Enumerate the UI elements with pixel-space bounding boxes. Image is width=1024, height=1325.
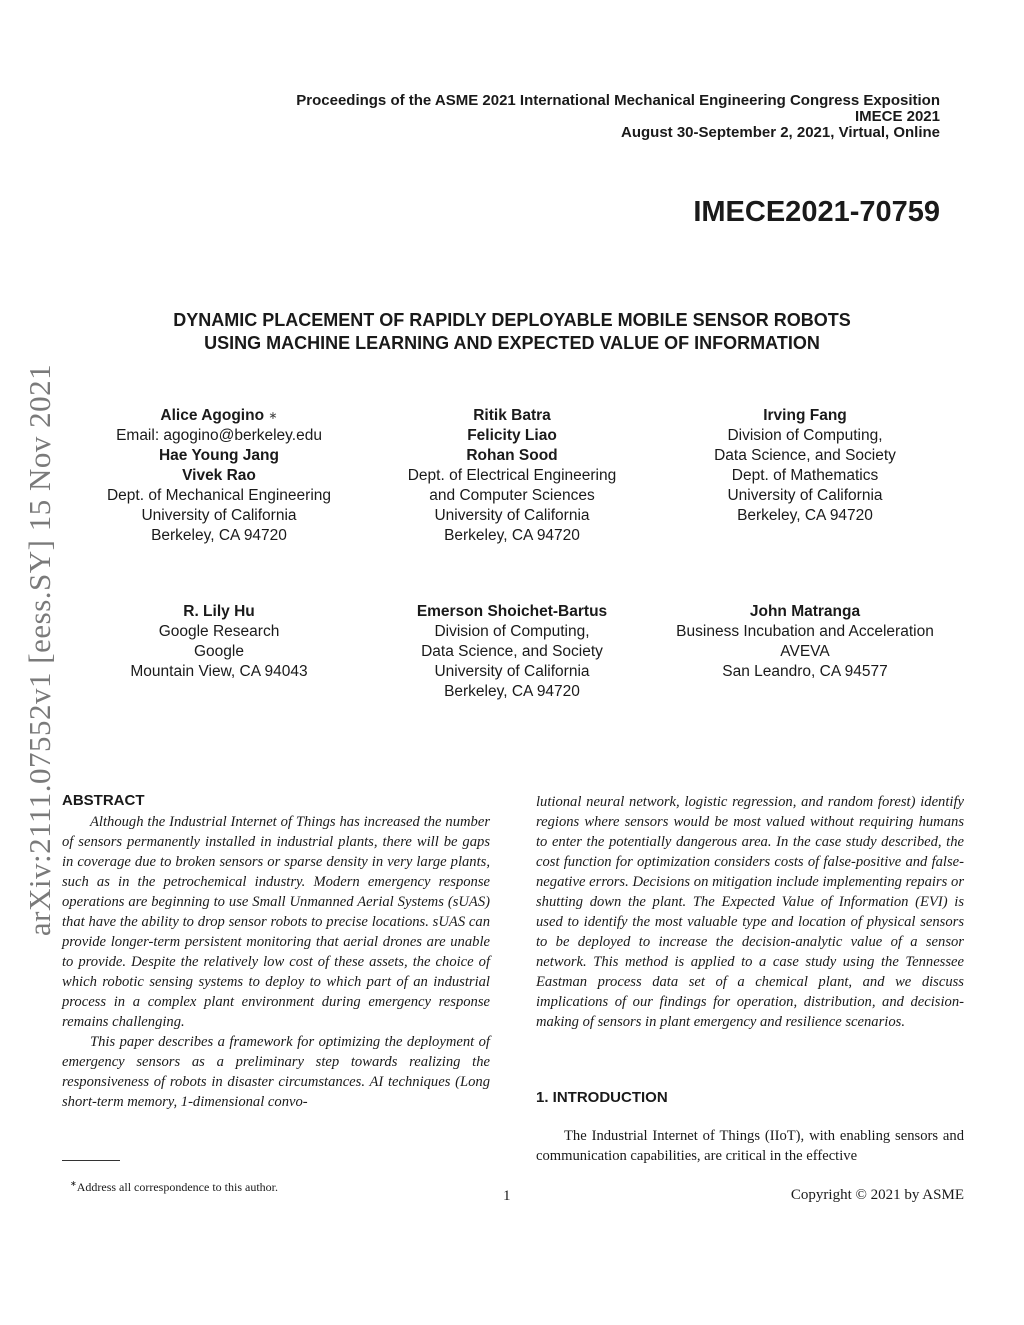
author-affiliation: Division of Computing, (727, 427, 883, 444)
author-name: Ritik Batra (473, 407, 551, 424)
author-affiliation: Google Research (158, 623, 280, 640)
author-block-3 (648, 406, 962, 526)
author-affiliation: Dept. of Electrical Engineering (407, 467, 617, 484)
abstract-right-column (536, 792, 964, 1032)
author-affiliation: Dept. of Mechanical Engineering (106, 487, 332, 504)
conference-dates: August 30-September 2, 2021, Virtual, Online (621, 124, 940, 141)
introduction-text (536, 1126, 964, 1166)
author-name: Hae Young Jang (158, 447, 279, 464)
author-affiliation: University of California (434, 507, 590, 524)
abstract-paragraph: lutional neural network, logistic regression, and random forest) identify regions where sensors would be most valued without requiring humans to enter the potentially dangerous area. In the case study described, the cost function for optimization considers costs of false-positive and false-negative errors. Decisions on mitigation include implementing repairs or shutting down the plant. The Expected Value of Information (EVI) is used to identify the most valuable type and location of physical sensors to be deployed to increase the decision-analytic value of a sensor network. This method is applied to a case study using the Tennessee Eastman process data set of a chemical plant, and we discuss implications of our findings for operation, distribution, and decision-making of sensors in plant emergency and resilience scenarios. (536, 794, 964, 1030)
author-affiliation: and Computer Sciences (429, 487, 595, 504)
author-name: Irving Fang (763, 407, 847, 424)
title-line: DYNAMIC PLACEMENT OF RAPIDLY DEPLOYABLE MOBILE SENSOR ROBOTS (173, 310, 851, 330)
author-address: Berkeley, CA 94720 (151, 527, 287, 544)
abstract-left-column (62, 812, 490, 1112)
footnote-mark: ∗ (70, 1179, 77, 1188)
author-block-6 (648, 602, 962, 682)
abstract-paragraph: Although the Industrial Internet of Things has increased the number of sensors permanently installed in industrial plants, there will be gaps in coverage due to broken sensors or sparse density in very large plants, such as in the petrochemical industry. Modern emergency response operations are beginning to use Small Unmanned Aerial Systems (sUAS) that have the ability to drop sensor robots to precise locations. sUAS can provide longer-term persistent monitoring that aerial drones are unable to provide. Despite the relatively low cost of these assets, the choice of which robotic sensing systems to deploy to which part of an industrial process in a complex plant environment during emergency response remains challenging. (62, 814, 490, 1030)
author-name: Emerson Shoichet-Bartus (416, 603, 608, 620)
author-name: Vivek Rao (182, 467, 256, 484)
author-name: Alice Agogino (160, 407, 265, 424)
author-affiliation: Data Science, and Society (714, 447, 896, 464)
author-address: Berkeley, CA 94720 (444, 683, 580, 700)
body-paragraph: The Industrial Internet of Things (IIoT), with enabling sensors and communication capabilities, are critical in the effective (536, 1128, 964, 1164)
abstract-paragraph: This paper describes a framework for optimizing the deployment of emergency sensors as a preliminary step towards realizing the responsiveness of robots in disaster circumstances. AI techniques (Long short-term memory, 1-dimensional convo- (62, 1034, 490, 1110)
author-affiliation: University of California (434, 663, 590, 680)
author-affiliation: AVEVA (780, 643, 830, 660)
author-address: Mountain View, CA 94043 (130, 663, 308, 680)
author-block-5 (376, 602, 648, 702)
corresponding-mark: ∗ (268, 410, 278, 422)
author-affiliation: Dept. of Mathematics (731, 467, 879, 484)
author-affiliation: Google (194, 643, 244, 660)
author-affiliation: University of California (727, 487, 883, 504)
footnote-divider (62, 1160, 120, 1161)
abstract-heading: ABSTRACT (62, 792, 145, 809)
author-name: Rohan Sood (466, 447, 558, 464)
proceedings-header (296, 93, 940, 141)
author-name: Felicity Liao (467, 427, 557, 444)
author-name: John Matranga (749, 603, 861, 620)
paper-id: IMECE2021-70759 (693, 196, 940, 228)
author-affiliation: Division of Computing, (434, 623, 590, 640)
author-block-4 (62, 602, 376, 682)
author-block-1 (62, 406, 376, 546)
page-number: 1 (503, 1188, 511, 1204)
footnote (70, 1179, 278, 1195)
author-address: Berkeley, CA 94720 (444, 527, 580, 544)
arxiv-identifier: arXiv:2111.07552v1 [eess.SY] 15 Nov 2021 (22, 363, 57, 937)
title-line: USING MACHINE LEARNING AND EXPECTED VALUE OF INFORMATION (204, 333, 820, 353)
section-heading: 1. INTRODUCTION (536, 1089, 668, 1106)
author-address: Berkeley, CA 94720 (737, 507, 873, 524)
conference-name: IMECE 2021 (854, 108, 940, 125)
author-email: Email: agogino@berkeley.edu (116, 427, 322, 444)
author-affiliation: Data Science, and Society (421, 643, 603, 660)
paper-title (0, 309, 1024, 355)
author-name: R. Lily Hu (183, 603, 255, 620)
copyright-notice: Copyright © 2021 by ASME (790, 1187, 964, 1203)
author-address: San Leandro, CA 94577 (722, 663, 888, 680)
author-affiliation: University of California (141, 507, 297, 524)
proceedings-line: Proceedings of the ASME 2021 International Mechanical Engineering Congress Exposition (296, 92, 940, 109)
author-block-2 (376, 406, 648, 546)
footnote-text: Address all correspondence to this author. (76, 1180, 278, 1194)
author-affiliation: Business Incubation and Acceleration (676, 623, 934, 640)
